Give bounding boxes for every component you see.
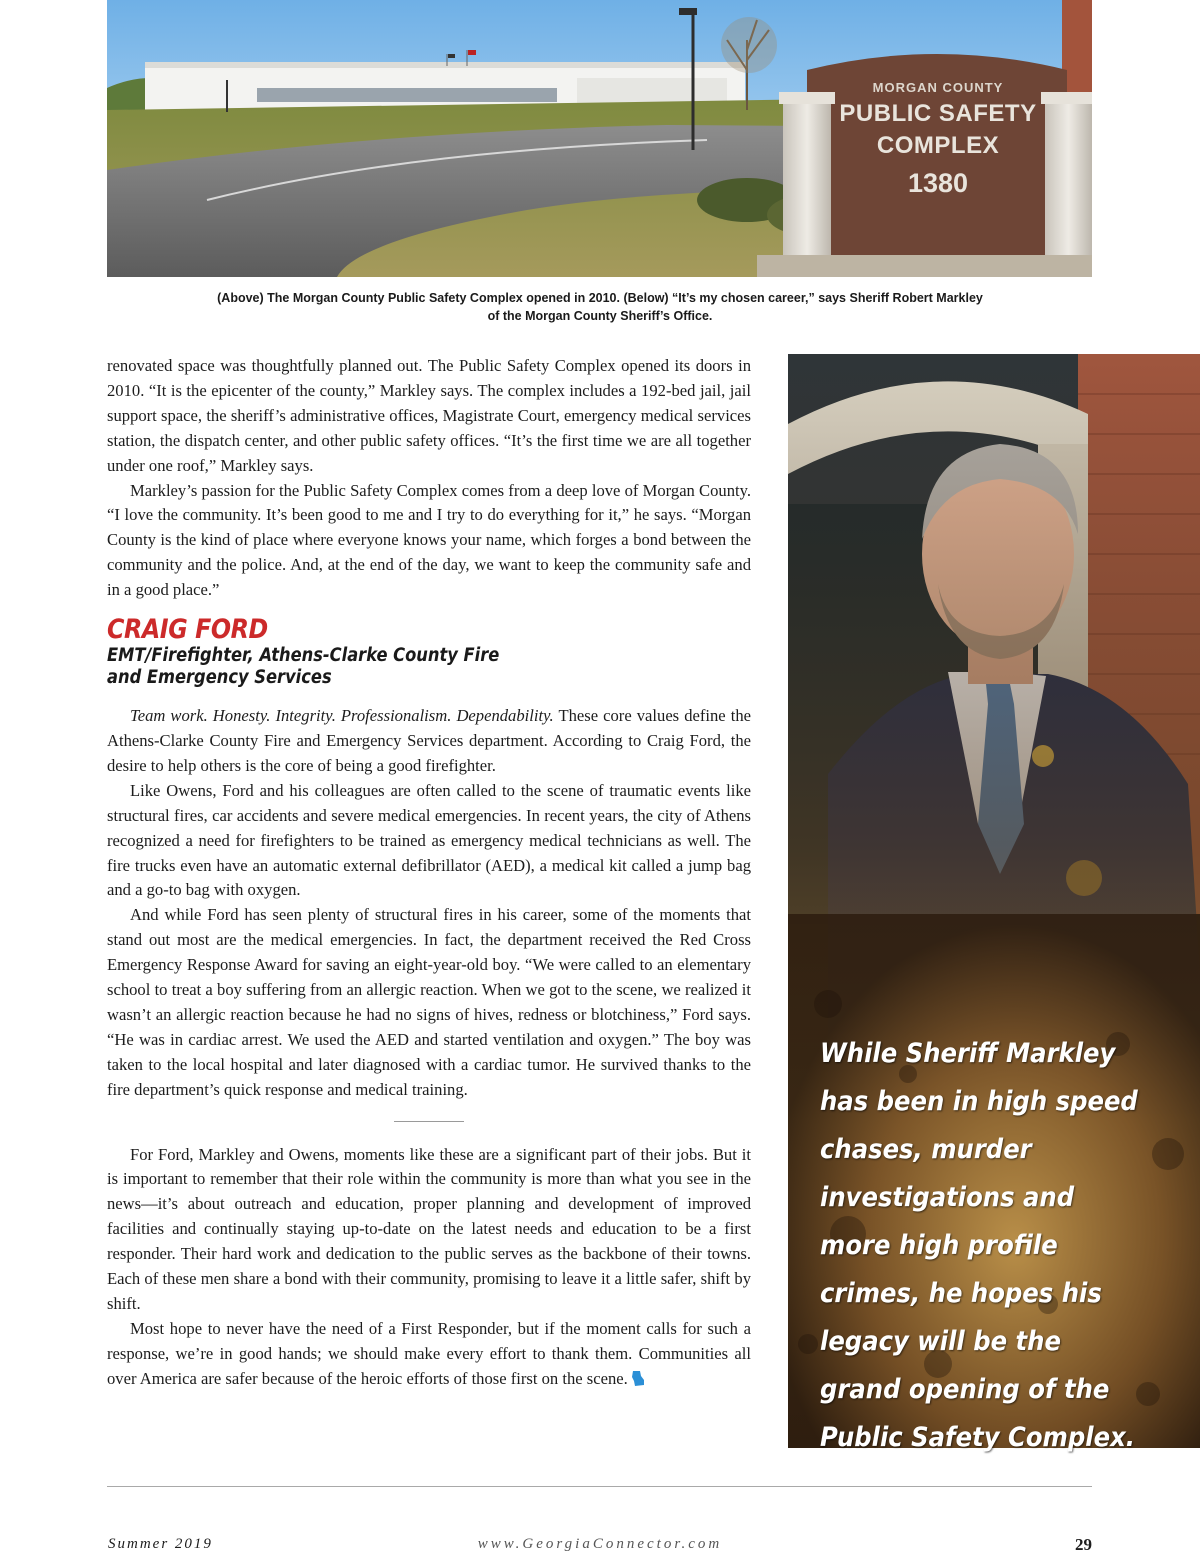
georgia-end-mark-icon (632, 1371, 645, 1386)
footer-page-number: 29 (1075, 1535, 1092, 1554)
article-paragraph: Like Owens, Ford and his colleagues are often called to the scene of traumatic events like structural fires, car accidents and severe medical emergencies. In recent years, the city of Athens recognized a need for firefighters to be trained as emergency medical technicians as well. The fire trucks even have an automatic external defibrillator (AED), a medical kit called a jump bag and a go-to bag with oxygen. (107, 780, 751, 900)
core-values-italic: Team work. Honesty. Integrity. Professionalism. Dependability. (130, 706, 554, 726)
sign-number-text: 1380 (907, 168, 969, 198)
sign-public-safety-text: PUBLIC SAFETY (839, 100, 1037, 127)
photo-caption-line1: (Above) The Morgan County Public Safety Complex opened in 2010. (Below) “It’s my chosen career,” says Sheriff Robert Markley (217, 291, 983, 305)
closing-text: Most hope to never have the need of a First Responder, but if the moment calls for such a response, we’re in good hands; we should make every effort to thank them. Communities all over America are safer because of the heroic efforts of those first on the scene. (107, 1318, 751, 1388)
article-paragraph (107, 704, 751, 779)
photo-caption (130, 289, 1070, 325)
photo-caption-line2: of the Morgan County Sheriff’s Office. (487, 309, 713, 323)
role-heading-line1: EMT/Firefighter, Athens-Clarke County Fire (107, 645, 500, 667)
section-role-heading (107, 645, 747, 689)
article-paragraph: For Ford, Markley and Owens, moments like these are a significant part of their jobs. But it is important to remember that their role within the community is more than what you see in the news—it’s about outreach and education, proper planning and development of improved facilities and continually staying up-to-date on the latest needs and education to be a first responder. Their hard work and dedication to the public serves as the backbone of their towns. Each of these men share a bond with their community, promising to leave it a little safer, shift by shift. (107, 1144, 751, 1313)
article-paragraph (107, 1317, 751, 1392)
article-paragraph: And while Ford has seen plenty of structural fires in his career, some of the moments that stand out most are the medical emergencies. In fact, the department received the Red Cross Emergency Response Award for saving an eight-year-old boy. “We were called to an elementary school to treat a boy suffering from an allergic reaction. When we got to the scene, we realized it wasn’t an allergic reaction because he had no signs of hives, redness or blotchiness,” Ford says. “He was in cardiac arrest. We used the AED and started ventilation and oxygen.” The boy was taken to the local hospital and later diagnosed with a cardiac tumor. He survived thanks to the fire department’s quick response and medical training. (107, 905, 751, 1099)
role-heading-line2: and Emergency Services (107, 667, 332, 689)
article-column (107, 354, 751, 1392)
footer-website-url: www.GeorgiaConnector.com (477, 1536, 723, 1552)
article-paragraph: renovated space was thoughtfully planned out. The Public Safety Complex opened its doors in 2010. “It is the epicenter of the county,” Markley says. The complex includes a 192-bed jail, jail support space, the sheriff’s administrative offices, Magistrate Court, emergency medical services station, the dispatch center, and other public safety offices. “It’s the first time we are all together under one roof,” Markley says. (107, 356, 751, 475)
article-paragraph: Markley’s passion for the Public Safety Complex comes from a deep love of Morgan County. “I love the community. It’s been good to me and I try to do everything for it,” he says. “Morgan County is the kind of place where everyone knows your name, which forges a bond between the community and the police. And, at the end of the day, we want to keep the community safe and in a good place.” (107, 480, 751, 600)
footer-divider (107, 1486, 1092, 1487)
section-divider (394, 1121, 464, 1122)
footer-issue-date: Summer 2019 (108, 1536, 213, 1552)
pull-quote: While Sheriff Markley has been in high speed chases, murder investigations and more high profile crimes, he hopes his legacy will be the grand opening of the Public Safety Complex. (820, 1038, 1138, 1453)
core-values-rest: These core values define the Athens-Clarke County Fire and Emergency Services department. According to Craig Ford, the desire to help others is the core of being a good firefighter. (107, 706, 751, 775)
sign-county-text: MORGAN COUNTY (872, 80, 1004, 95)
section-name-heading: CRAIG FORD (107, 614, 268, 646)
sign-complex-text: COMPLEX (876, 132, 1000, 159)
